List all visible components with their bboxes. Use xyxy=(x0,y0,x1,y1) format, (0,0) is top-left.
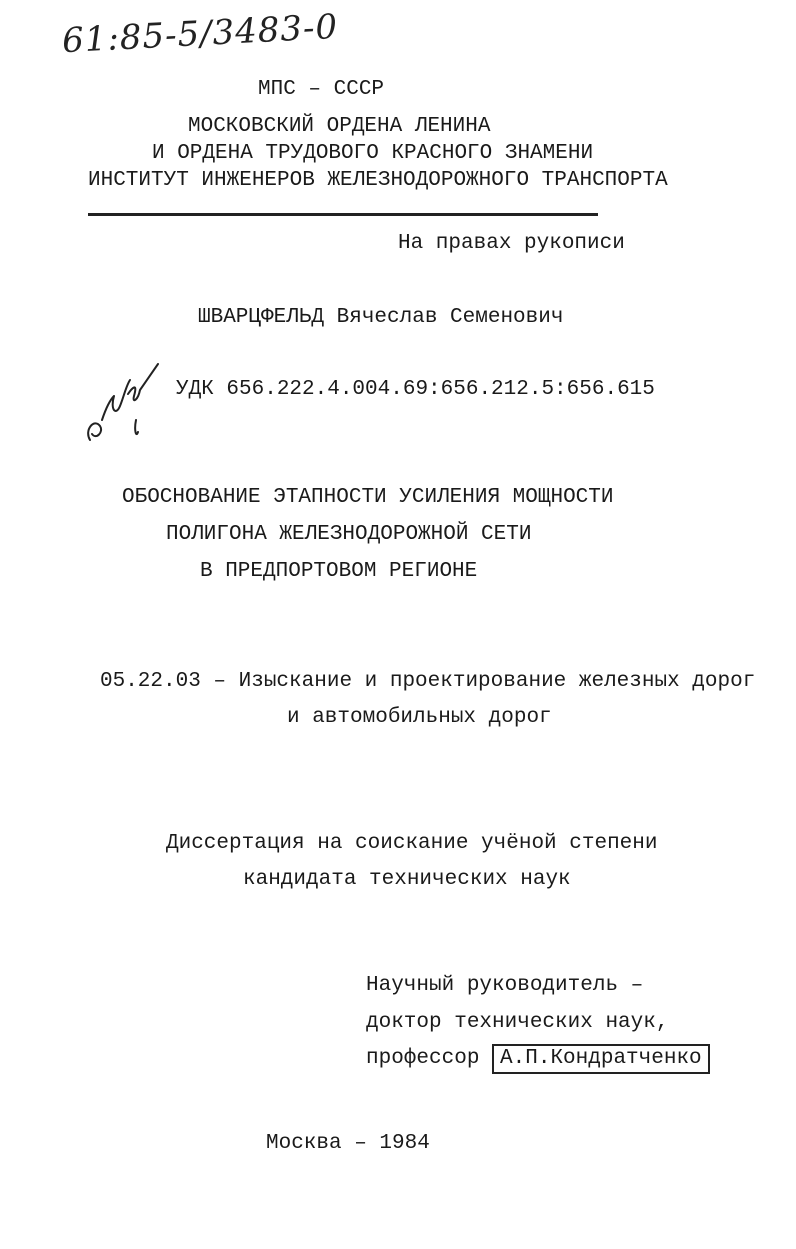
supervisor-degree: доктор технических наук, xyxy=(366,1011,669,1034)
city-year: Москва – 1984 xyxy=(266,1132,430,1155)
supervisor-rank: профессор xyxy=(366,1047,480,1070)
supervisor-name: А.П.Кондратченко xyxy=(492,1044,710,1074)
degree-line-2: кандидата технических наук xyxy=(243,868,571,891)
title-line-2: ПОЛИГОНА ЖЕЛЕЗНОДОРОЖНОЙ СЕТИ xyxy=(166,523,532,546)
supervisor-role: Научный руководитель – xyxy=(366,974,644,997)
ministry-header: МПС – СССР xyxy=(258,78,385,101)
specialty-line-1: 05.22.03 – Изыскание и проектирование железных дорог xyxy=(100,670,756,693)
handwritten-archive-code: 61:85-5/3483-0 xyxy=(61,6,340,62)
udc-code: УДК 656.222.4.004.69:656.212.5:656.615 xyxy=(176,378,655,401)
institute-line-1: МОСКОВСКИЙ ОРДЕНА ЛЕНИНА xyxy=(188,115,491,138)
header-divider xyxy=(88,213,598,216)
rights-note: На правах рукописи xyxy=(398,232,625,255)
signature-mark xyxy=(80,360,170,455)
supervisor-title-line xyxy=(366,1046,710,1072)
degree-line-1: Диссертация на соискание учёной степени xyxy=(166,832,658,855)
title-line-3: В ПРЕДПОРТОВОМ РЕГИОНЕ xyxy=(200,560,478,583)
specialty-line-2: и автомобильных дорог xyxy=(287,706,552,729)
author-name: ШВАРЦФЕЛЬД Вячеслав Семенович xyxy=(198,306,564,329)
title-line-1: ОБОСНОВАНИЕ ЭТАПНОСТИ УСИЛЕНИЯ МОЩНОСТИ xyxy=(122,486,614,509)
institute-line-3: ИНСТИТУТ ИНЖЕНЕРОВ ЖЕЛЕЗНОДОРОЖНОГО ТРАНСПОРТА xyxy=(88,169,668,192)
institute-line-2: И ОРДЕНА ТРУДОВОГО КРАСНОГО ЗНАМЕНИ xyxy=(152,142,594,165)
